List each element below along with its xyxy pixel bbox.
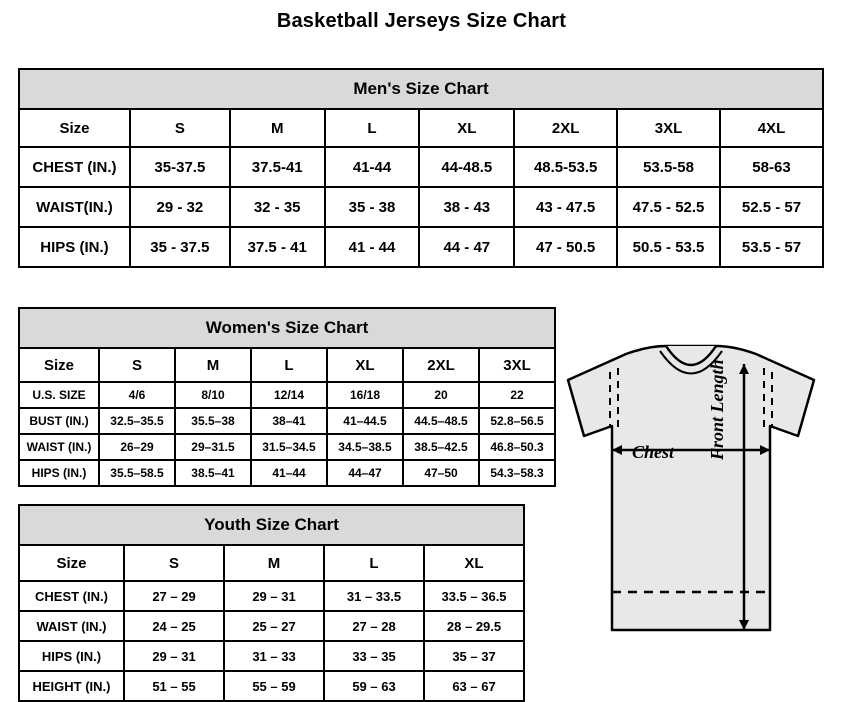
cell: 38.5–42.5 (403, 434, 479, 460)
jersey-measurement-diagram (548, 340, 834, 670)
row-label: WAIST (IN.) (19, 434, 99, 460)
table-row (19, 641, 524, 671)
cell: 47 - 50.5 (514, 227, 617, 267)
cell: 31.5–34.5 (251, 434, 327, 460)
row-label: CHEST (IN.) (19, 147, 130, 187)
cell: 25 – 27 (224, 611, 324, 641)
cell: 59 – 63 (324, 671, 424, 701)
table-title-row (19, 505, 524, 545)
column-header: Size (19, 348, 99, 382)
cell: 54.3–58.3 (479, 460, 555, 486)
cell: 43 - 47.5 (514, 187, 617, 227)
cell: 53.5-58 (617, 147, 720, 187)
cell: 35-37.5 (130, 147, 230, 187)
cell: 52.5 - 57 (720, 187, 823, 227)
cell: 48.5-53.5 (514, 147, 617, 187)
chest-label: Chest (632, 442, 675, 462)
table-header-row (19, 348, 555, 382)
cell: 38.5–41 (175, 460, 251, 486)
youth-size-chart-table (18, 504, 525, 702)
row-label: U.S. SIZE (19, 382, 99, 408)
cell: 47.5 - 52.5 (617, 187, 720, 227)
column-header: M (224, 545, 324, 581)
cell: 26–29 (99, 434, 175, 460)
cell: 31 – 33 (224, 641, 324, 671)
table-row (19, 227, 823, 267)
table-row (19, 460, 555, 486)
table-row (19, 147, 823, 187)
column-header: XL (419, 109, 514, 147)
cell: 37.5 - 41 (230, 227, 325, 267)
column-header: 2XL (514, 109, 617, 147)
cell: 38 - 43 (419, 187, 514, 227)
cell: 44.5–48.5 (403, 408, 479, 434)
column-header: 3XL (617, 109, 720, 147)
cell: 55 – 59 (224, 671, 324, 701)
cell: 41–44.5 (327, 408, 403, 434)
shirt-outline (568, 346, 814, 630)
column-header: 2XL (403, 348, 479, 382)
cell: 50.5 - 53.5 (617, 227, 720, 267)
column-header: L (324, 545, 424, 581)
column-header: XL (424, 545, 524, 581)
cell: 32.5–35.5 (99, 408, 175, 434)
column-header: Size (19, 545, 124, 581)
cell: 34.5–38.5 (327, 434, 403, 460)
cell: 41–44 (251, 460, 327, 486)
table-header-row (19, 109, 823, 147)
cell: 41-44 (325, 147, 420, 187)
row-label: CHEST (IN.) (19, 581, 124, 611)
column-header: L (251, 348, 327, 382)
column-header: L (325, 109, 420, 147)
cell: 63 – 67 (424, 671, 524, 701)
womens-chart-title: Women's Size Chart (19, 308, 555, 348)
womens-size-chart-table (18, 307, 556, 487)
column-header: Size (19, 109, 130, 147)
cell: 47–50 (403, 460, 479, 486)
cell: 46.8–50.3 (479, 434, 555, 460)
cell: 8/10 (175, 382, 251, 408)
youth-chart-title: Youth Size Chart (19, 505, 524, 545)
mens-size-chart-table (18, 68, 824, 268)
column-header: M (230, 109, 325, 147)
cell: 35 – 37 (424, 641, 524, 671)
cell: 12/14 (251, 382, 327, 408)
cell: 35.5–58.5 (99, 460, 175, 486)
cell: 51 – 55 (124, 671, 224, 701)
row-label: WAIST (IN.) (19, 611, 124, 641)
table-row (19, 187, 823, 227)
cell: 44–47 (327, 460, 403, 486)
table-row (19, 581, 524, 611)
cell: 37.5-41 (230, 147, 325, 187)
cell: 29 - 32 (130, 187, 230, 227)
table-header-row (19, 545, 524, 581)
cell: 44-48.5 (419, 147, 514, 187)
row-label: WAIST(IN.) (19, 187, 130, 227)
row-label: BUST (IN.) (19, 408, 99, 434)
cell: 27 – 29 (124, 581, 224, 611)
table-title-row (19, 69, 823, 109)
cell: 44 - 47 (419, 227, 514, 267)
row-label: HEIGHT (IN.) (19, 671, 124, 701)
column-header: S (124, 545, 224, 581)
cell: 29 – 31 (224, 581, 324, 611)
cell: 38–41 (251, 408, 327, 434)
cell: 53.5 - 57 (720, 227, 823, 267)
column-header: 4XL (720, 109, 823, 147)
column-header: M (175, 348, 251, 382)
cell: 27 – 28 (324, 611, 424, 641)
cell: 24 – 25 (124, 611, 224, 641)
column-header: S (99, 348, 175, 382)
cell: 16/18 (327, 382, 403, 408)
front-length-label: Front Length (707, 359, 727, 460)
table-row (19, 434, 555, 460)
table-title-row (19, 308, 555, 348)
mens-chart-title: Men's Size Chart (19, 69, 823, 109)
row-label: HIPS (IN.) (19, 641, 124, 671)
cell: 41 - 44 (325, 227, 420, 267)
cell: 32 - 35 (230, 187, 325, 227)
cell: 22 (479, 382, 555, 408)
cell: 28 – 29.5 (424, 611, 524, 641)
table-row (19, 382, 555, 408)
cell: 20 (403, 382, 479, 408)
cell: 35.5–38 (175, 408, 251, 434)
cell: 35 - 37.5 (130, 227, 230, 267)
cell: 4/6 (99, 382, 175, 408)
table-row (19, 671, 524, 701)
cell: 52.8–56.5 (479, 408, 555, 434)
jersey-illustration-svg (548, 340, 834, 670)
column-header: XL (327, 348, 403, 382)
cell: 33.5 – 36.5 (424, 581, 524, 611)
table-row (19, 611, 524, 641)
cell: 29 – 31 (124, 641, 224, 671)
page-title: Basketball Jerseys Size Chart (276, 10, 567, 32)
cell: 31 – 33.5 (324, 581, 424, 611)
column-header: 3XL (479, 348, 555, 382)
cell: 58-63 (720, 147, 823, 187)
table-row (19, 408, 555, 434)
cell: 29–31.5 (175, 434, 251, 460)
column-header: S (130, 109, 230, 147)
row-label: HIPS (IN.) (19, 227, 130, 267)
cell: 33 – 35 (324, 641, 424, 671)
cell: 35 - 38 (325, 187, 420, 227)
row-label: HIPS (IN.) (19, 460, 99, 486)
